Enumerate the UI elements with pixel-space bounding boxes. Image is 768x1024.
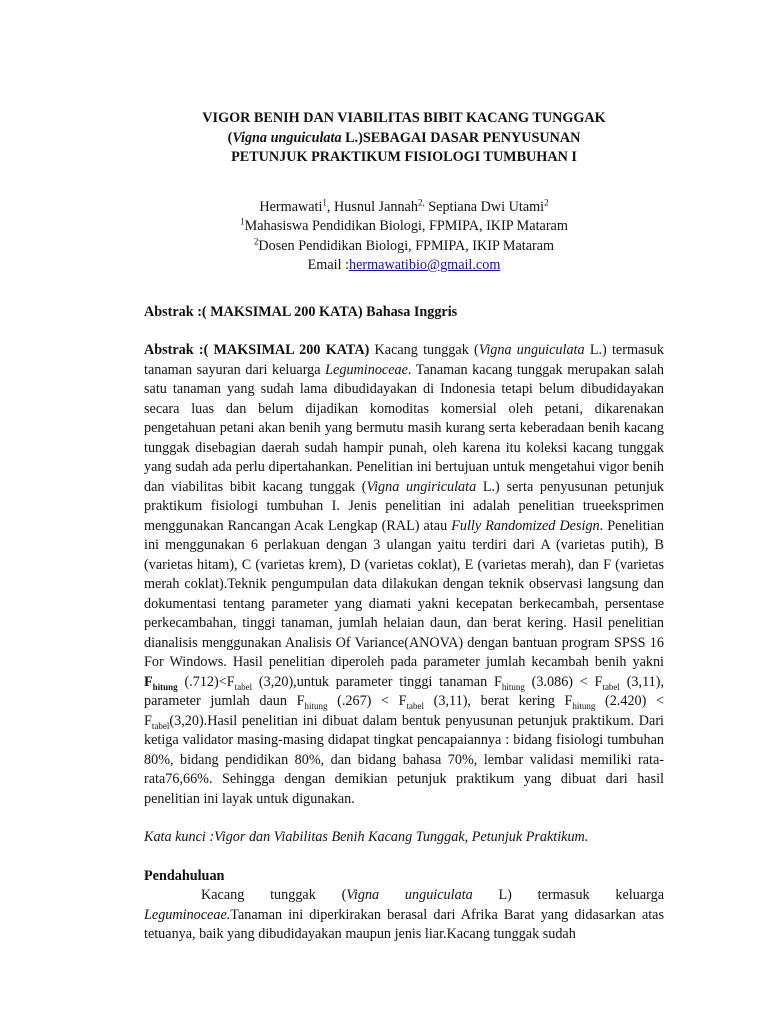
section-heading-pendahuluan: Pendahuluan [144,867,225,884]
authors-block [144,198,664,276]
author-1: Hermawati [259,198,323,215]
affiliation-1 [144,217,664,237]
email-label: Email : [307,257,349,273]
abstract-stat-subscript: tabel [151,720,170,731]
abstract-text: (.267) < F [327,693,407,709]
abstract-text: Kacang tunggak ( [369,342,479,358]
abstract-stat-subscript: hitung [304,700,328,711]
title-species: Vigna unguiculata [232,129,342,146]
abstract-paragraph [144,341,664,809]
author-list [144,198,664,218]
paper-title [144,109,664,168]
abstract-family: Leguminoceae [325,361,408,378]
abstract-text: (3.086) < F [524,673,603,690]
abstract-text: (3,20),untuk parameter tinggi tanaman F [252,673,502,690]
title-line-3: PETUNJUK PRAKTIKUM FISIOLOGI TUMBUHAN I [231,149,577,165]
affiliation-1-text: Mahasiswa Pendidikan Biologi, FPMIPA, IKIP Mataram [244,218,568,234]
email-line [144,256,664,276]
abstract-text: (.712)<F [177,673,235,690]
affiliation-1-sup: 1 [240,216,245,227]
abstract-text: . Penelitian ini menggunakan 6 perlakuan dengan 3 ulangan yaitu terdiri dari A (varietas putih), B (varietas hitam), C (varietas krem), D (varietas coklat), E (varietas merah), dan F (varietas merah coklat).Teknik pengumpulan data dilakukan dengan teknik observasi langsung dan dokumentasi tentang parameter yang diamati yakni kecepatan berkecambah, persentase perkecambahan, tinggi tanaman, jumlah helaian daun, dan berat kering. Hasil penelitian dianalisis menggunakan Analisis Of Variance(ANOVA) dengan bantuan program SPSS 16 For Windows. Hasil penelitian diperoleh pada parameter jumlah kecambah benih yakni [144,517,664,670]
affiliation-2-text: Dosen Pendidikan Biologi, FPMIPA, IKIP Mataram [258,237,555,254]
author-3-sup: 2 [544,196,549,207]
keywords: Kata kunci :Vigor dan Viabilitas Benih Kacang Tunggak, Petunjuk Praktikum. [144,829,589,845]
abstract-text: (3,20).Hasil penelitian ini dibuat dalam bentuk penyusunan petunjuk praktikum. Dari ketiga validator masing-masing didapat tingkat pencapaiannya : bidang fisiologi tumbuhan 80%, bidang pendidikan 80%, dan bidang bahasa 70%, lembar validasi memiliki rata-rata76,66%. Sehingga dengan demikian petunjuk praktikum yang dibuat dari hasil penelitian ini layak untuk digunakan. [144,712,664,807]
author-2: , Husnul Jannah [326,198,418,215]
abstract-stat-subscript: hitung [152,681,178,692]
abstract-stat-subscript: tabel [406,700,425,711]
intro-text: Tanaman ini diperkirakan berasal dari Afrika Barat yang didasarkan atas tetuanya, baik yang dibudidayakan maupun jenis liar.Kacang tunggak sudah [144,906,664,942]
affiliation-2 [144,237,664,257]
abstract-stat-subscript: hitung [572,700,596,711]
abstract-design: Fully Randomized Design [451,517,600,534]
intro-paragraph [144,886,664,945]
title-paren: ( [227,129,233,146]
abstract-lead: Abstrak :( MAKSIMAL 200 KATA) [144,342,370,358]
abstract-stat-subscript: tabel [234,681,253,692]
author-3: Septiana Dwi Utami [424,198,545,215]
abstract-heading-english: Abstrak :( MAKSIMAL 200 KATA) Bahasa Inggris [144,303,458,320]
abstract-species: Vigna ungiriculata [366,478,477,495]
abstract-text: . Tanaman kacang tunggak merupakan salah satu tanaman yang sudah lama dibudidayakan di Indonesia tetapi belum dibudidayakan secara luas dan belum dijadikan komoditas komersial oleh petani, dikarenakan pengetahuan petani akan benih yang bermutu masih kurang serta keberadaan benih kacang tunggak disebagian daerah sudah hampir punah, oleh karena itu koleksi kacang tunggak yang sudah ada perlu dipertahankan. Penelitian ini bertujuan untuk mengetahui vigor benih dan viabilitas bibit kacang tunggak ( [144,361,664,495]
title-line-2 [144,129,664,149]
title-line-2-rest: L.)SEBAGAI DASAR PENYUSUNAN [341,129,581,146]
abstract-stat-symbol: F [144,673,153,690]
author-1-sup: 1 [322,196,327,207]
author-2-sup: 2, [417,196,425,207]
intro-text: L) termasuk keluarga [472,887,664,903]
intro-species: Vigna unguiculata [346,887,473,903]
intro-family: Leguminoceae. [144,906,231,923]
abstract-stat-subscript: tabel [602,681,620,692]
abstract-text: (3,11), berat kering F [424,693,573,709]
abstract-stat-subscript: hitung [501,681,525,692]
intro-text: Kacang tunggak ( [201,887,347,903]
email-link[interactable]: hermawatibio@gmail.com [349,257,501,273]
abstract-species: Vigna unguiculata [478,342,585,358]
abstract-text: (3,11), parameter jumlah daun F [144,673,664,709]
abstract-text: L.) termasuk tanaman sayuran dari keluarga [144,342,664,378]
title-line-1: VIGOR BENIH DAN VIABILITAS BIBIT KACANG TUNGGAK [202,110,606,126]
abstract-text: L.) serta penyusunan petunjuk praktikum fisiologi tumbuhan I. Jenis penelitian ini adalah penelitian trueeksprimen menggunakan Rancangan Acak Lengkap (RAL) atau [144,478,665,534]
abstract-text: (2.420) < F [144,693,664,729]
affiliation-2-sup: 2 [253,235,259,246]
